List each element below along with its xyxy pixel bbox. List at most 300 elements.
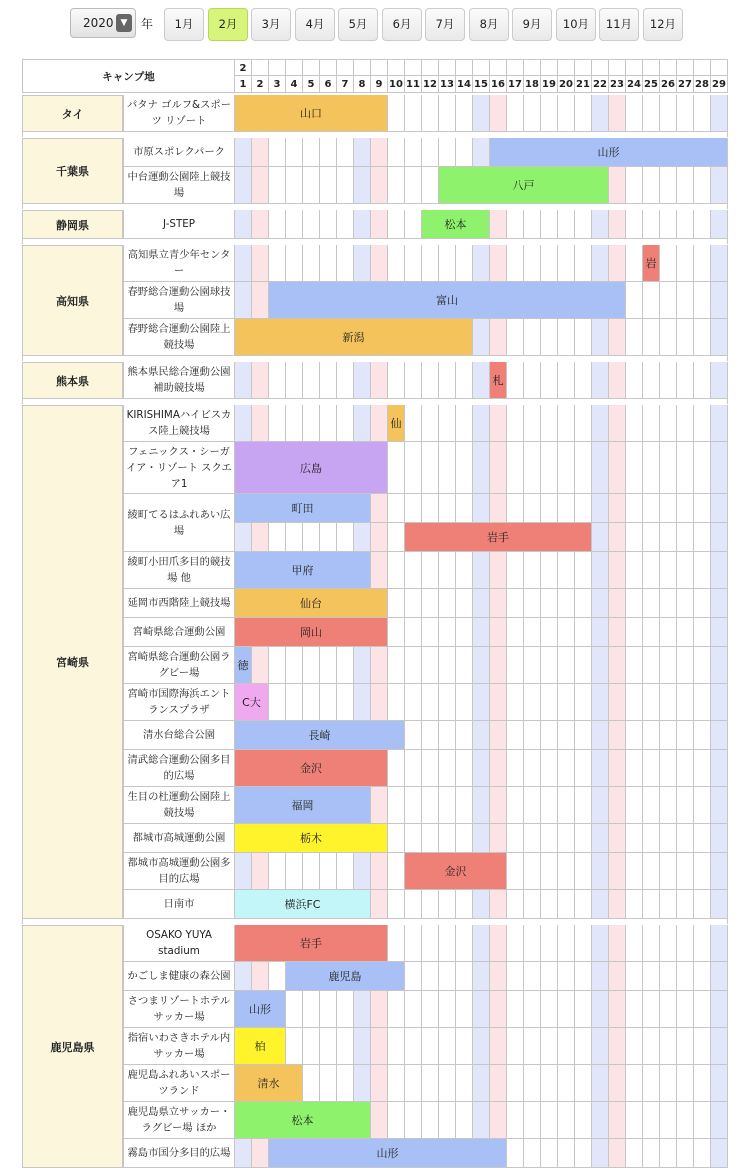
day-cell	[677, 442, 694, 494]
day-cell	[677, 721, 694, 750]
day-cell	[575, 210, 592, 239]
day-cell	[592, 684, 609, 721]
day-cell	[320, 167, 337, 204]
day-cell	[711, 962, 728, 991]
venue-name: 市原スポレクパーク	[123, 138, 235, 167]
header-day-blank	[507, 59, 524, 76]
day-cell	[388, 684, 405, 721]
day-cell	[507, 890, 524, 919]
day-header-17: 17	[507, 76, 524, 93]
day-cell	[660, 95, 677, 132]
day-cell	[507, 787, 524, 824]
camp-bar[interactable]: 松本	[235, 1102, 371, 1139]
day-cell	[592, 442, 609, 494]
day-cell	[609, 442, 626, 494]
day-cell	[575, 647, 592, 684]
day-cell	[609, 245, 626, 282]
region-label: 熊本県	[22, 362, 123, 399]
day-cell	[303, 245, 320, 282]
day-cell	[405, 721, 422, 750]
day-cell	[388, 523, 405, 552]
day-cell	[490, 787, 507, 824]
day-header-2: 2	[252, 76, 269, 93]
day-cell	[422, 991, 439, 1028]
day-header-25: 25	[643, 76, 660, 93]
day-header-10: 10	[388, 76, 405, 93]
day-cell	[643, 589, 660, 618]
day-cell	[337, 647, 354, 684]
header-day-blank	[405, 59, 422, 76]
day-header-6: 6	[320, 76, 337, 93]
day-cell	[473, 362, 490, 399]
day-cell	[609, 684, 626, 721]
day-cell	[711, 618, 728, 647]
day-header-29: 29	[711, 76, 728, 93]
header-day-blank	[592, 59, 609, 76]
day-cell	[592, 925, 609, 962]
tab-month-10[interactable]: 10月	[556, 8, 596, 41]
day-cell	[422, 494, 439, 523]
venue-name: 延岡市西階陸上競技場	[123, 589, 235, 618]
day-cell	[643, 1065, 660, 1102]
day-cell	[524, 962, 541, 991]
camp-bar[interactable]: 山形	[235, 991, 286, 1028]
day-cell	[320, 245, 337, 282]
day-cell	[609, 750, 626, 787]
day-cell	[694, 890, 711, 919]
day-header-27: 27	[677, 76, 694, 93]
day-cell	[643, 647, 660, 684]
day-cell	[422, 1028, 439, 1065]
day-cell	[320, 362, 337, 399]
day-header-24: 24	[626, 76, 643, 93]
camp-bar[interactable]: 栃木	[235, 824, 388, 853]
venue-name: かごしま健康の森公園	[123, 962, 235, 991]
day-header-16: 16	[490, 76, 507, 93]
camp-bar[interactable]: 山形	[269, 1139, 507, 1168]
day-cell	[507, 962, 524, 991]
day-cell	[660, 925, 677, 962]
venue-name: J-STEP	[123, 210, 235, 239]
camp-bar[interactable]: 福岡	[235, 787, 371, 824]
day-cell	[405, 647, 422, 684]
camp-bar[interactable]: 仙	[388, 405, 405, 442]
day-cell	[694, 494, 711, 523]
day-cell	[473, 1028, 490, 1065]
day-cell	[694, 684, 711, 721]
day-cell	[286, 245, 303, 282]
day-cell	[711, 853, 728, 890]
day-cell	[609, 925, 626, 962]
day-cell	[626, 991, 643, 1028]
day-cell	[524, 95, 541, 132]
camp-bar[interactable]: 金沢	[235, 750, 388, 787]
day-cell	[490, 210, 507, 239]
day-cell	[507, 647, 524, 684]
day-cell	[320, 853, 337, 890]
day-cell	[371, 552, 388, 589]
venue-name: 鹿児島ふれあいスポーツランド	[123, 1065, 235, 1102]
day-cell	[388, 1028, 405, 1065]
header-day-blank	[354, 59, 371, 76]
day-cell	[711, 167, 728, 204]
day-cell	[473, 494, 490, 523]
day-cell	[660, 167, 677, 204]
day-cell	[337, 210, 354, 239]
day-cell	[422, 442, 439, 494]
day-cell	[558, 618, 575, 647]
camp-bar[interactable]: 鹿児島	[286, 962, 405, 991]
day-cell	[592, 647, 609, 684]
day-cell	[439, 991, 456, 1028]
day-cell	[677, 1065, 694, 1102]
day-cell	[694, 824, 711, 853]
tab-month-7[interactable]: 7月	[425, 8, 465, 41]
header-day-blank	[524, 59, 541, 76]
day-cell	[660, 684, 677, 721]
day-cell	[422, 1065, 439, 1102]
day-cell	[507, 405, 524, 442]
day-cell	[711, 405, 728, 442]
day-cell	[609, 405, 626, 442]
day-cell	[439, 925, 456, 962]
camp-bar[interactable]: 柏	[235, 1028, 286, 1065]
day-cell	[235, 523, 252, 552]
day-cell	[456, 962, 473, 991]
day-cell	[524, 1139, 541, 1168]
day-cell	[303, 1028, 320, 1065]
day-cell	[303, 167, 320, 204]
day-cell	[371, 890, 388, 919]
day-cell	[456, 494, 473, 523]
day-cell	[592, 1139, 609, 1168]
day-cell	[490, 319, 507, 356]
day-cell	[609, 1065, 626, 1102]
day-cell	[354, 1065, 371, 1102]
venue-name: 日南市	[123, 890, 235, 919]
day-cell	[524, 362, 541, 399]
day-cell	[303, 1065, 320, 1102]
day-cell	[388, 750, 405, 787]
day-cell	[575, 618, 592, 647]
day-cell	[660, 245, 677, 282]
tab-month-1[interactable]: 1月	[164, 8, 204, 41]
day-cell	[677, 684, 694, 721]
day-cell	[592, 721, 609, 750]
day-cell	[592, 245, 609, 282]
day-cell	[456, 991, 473, 1028]
camp-bar[interactable]: 山形	[490, 138, 728, 167]
day-cell	[626, 589, 643, 618]
day-cell	[303, 647, 320, 684]
day-cell	[575, 1139, 592, 1168]
day-cell	[388, 890, 405, 919]
day-cell	[490, 618, 507, 647]
day-cell	[626, 824, 643, 853]
day-header-15: 15	[473, 76, 490, 93]
venue-name: 鹿児島県立サッカー・ラグビー場 ほか	[123, 1102, 235, 1139]
camp-bar[interactable]: 清水	[235, 1065, 303, 1102]
day-cell	[473, 319, 490, 356]
day-cell	[643, 890, 660, 919]
day-cell	[711, 925, 728, 962]
day-cell	[626, 362, 643, 399]
tab-month-8[interactable]: 8月	[469, 8, 509, 41]
day-cell	[592, 962, 609, 991]
day-cell	[388, 853, 405, 890]
day-cell	[473, 721, 490, 750]
day-cell	[439, 95, 456, 132]
day-cell	[269, 684, 286, 721]
day-cell	[286, 1028, 303, 1065]
day-cell	[541, 552, 558, 589]
venue-name: 綾町てるはふれあい広場	[123, 494, 235, 552]
day-cell	[286, 684, 303, 721]
camp-bar[interactable]: C大	[235, 684, 269, 721]
camp-bar[interactable]: 仙台	[235, 589, 388, 618]
day-cell	[252, 245, 269, 282]
day-cell	[626, 721, 643, 750]
camp-bar[interactable]: 新潟	[235, 319, 473, 356]
day-cell	[269, 405, 286, 442]
day-cell	[507, 319, 524, 356]
header-day-blank	[252, 59, 269, 76]
day-cell	[541, 1028, 558, 1065]
day-cell	[694, 523, 711, 552]
day-cell	[405, 95, 422, 132]
day-cell	[422, 95, 439, 132]
day-cell	[711, 319, 728, 356]
day-cell	[694, 991, 711, 1028]
day-cell	[405, 138, 422, 167]
day-cell	[473, 618, 490, 647]
day-cell	[405, 245, 422, 282]
camp-bar[interactable]: 岩	[643, 245, 660, 282]
camp-bar[interactable]: 徳	[235, 647, 252, 684]
day-cell	[660, 853, 677, 890]
header-day-blank	[269, 59, 286, 76]
day-cell	[490, 721, 507, 750]
day-cell	[575, 853, 592, 890]
day-cell	[354, 405, 371, 442]
day-cell	[320, 405, 337, 442]
camp-bar[interactable]: 山口	[235, 95, 388, 132]
day-cell	[609, 362, 626, 399]
day-cell	[660, 647, 677, 684]
day-cell	[252, 405, 269, 442]
header-day-blank	[337, 59, 354, 76]
tab-month-3[interactable]: 3月	[251, 8, 291, 41]
day-cell	[388, 167, 405, 204]
day-cell	[643, 684, 660, 721]
day-cell	[303, 210, 320, 239]
header-day-blank	[677, 59, 694, 76]
day-cell	[660, 618, 677, 647]
day-cell	[643, 167, 660, 204]
day-cell	[558, 405, 575, 442]
tab-month-2[interactable]: 2月	[208, 8, 248, 41]
camp-bar[interactable]: 広島	[235, 442, 388, 494]
day-cell	[507, 589, 524, 618]
day-cell	[388, 618, 405, 647]
day-cell	[541, 494, 558, 523]
day-cell	[609, 1139, 626, 1168]
day-cell	[456, 1028, 473, 1065]
day-cell	[541, 618, 558, 647]
day-cell	[439, 494, 456, 523]
camp-bar[interactable]: 町田	[235, 494, 371, 523]
day-cell	[320, 138, 337, 167]
day-cell	[558, 750, 575, 787]
day-cell	[643, 991, 660, 1028]
day-cell	[524, 552, 541, 589]
day-cell	[626, 1139, 643, 1168]
day-cell	[524, 618, 541, 647]
day-cell	[354, 1028, 371, 1065]
day-cell	[575, 824, 592, 853]
day-cell	[371, 991, 388, 1028]
day-cell	[660, 962, 677, 991]
header-day-blank	[490, 59, 507, 76]
day-cell	[677, 405, 694, 442]
day-cell	[252, 138, 269, 167]
venue-name: 霧島市国分多目的広場	[123, 1139, 235, 1168]
day-cell	[558, 210, 575, 239]
header-day-blank	[660, 59, 677, 76]
day-cell	[439, 787, 456, 824]
column-header-camp-site: キャンプ地	[22, 59, 235, 93]
tab-month-11[interactable]: 11月	[599, 8, 639, 41]
day-cell	[320, 684, 337, 721]
day-cell	[439, 1102, 456, 1139]
day-cell	[524, 245, 541, 282]
header-day-blank	[456, 59, 473, 76]
camp-bar[interactable]: 長崎	[235, 721, 405, 750]
day-cell	[541, 589, 558, 618]
day-cell	[507, 1139, 524, 1168]
day-cell	[558, 925, 575, 962]
day-cell	[592, 95, 609, 132]
camp-bar[interactable]: 岩手	[235, 925, 388, 962]
day-cell	[609, 552, 626, 589]
day-cell	[558, 1139, 575, 1168]
day-cell	[405, 552, 422, 589]
day-cell	[609, 890, 626, 919]
day-cell	[660, 494, 677, 523]
day-cell	[456, 684, 473, 721]
day-cell	[575, 890, 592, 919]
day-cell	[609, 853, 626, 890]
day-cell	[524, 991, 541, 1028]
tab-month-12[interactable]: 12月	[643, 8, 683, 41]
day-header-11: 11	[405, 76, 422, 93]
day-cell	[320, 991, 337, 1028]
day-cell	[439, 245, 456, 282]
day-cell	[507, 750, 524, 787]
day-cell	[371, 494, 388, 523]
day-cell	[456, 824, 473, 853]
day-cell	[388, 494, 405, 523]
header-day-blank	[320, 59, 337, 76]
day-cell	[558, 890, 575, 919]
day-cell	[677, 618, 694, 647]
day-cell	[456, 95, 473, 132]
day-cell	[660, 890, 677, 919]
day-cell	[694, 962, 711, 991]
day-cell	[473, 991, 490, 1028]
day-cell	[490, 962, 507, 991]
day-cell	[371, 1102, 388, 1139]
day-cell	[235, 362, 252, 399]
day-cell	[490, 95, 507, 132]
day-cell	[677, 750, 694, 787]
year-value: 2020	[83, 16, 114, 30]
day-cell	[422, 245, 439, 282]
header-day-blank	[439, 59, 456, 76]
tab-month-5[interactable]: 5月	[338, 8, 378, 41]
day-cell	[456, 618, 473, 647]
day-cell	[439, 1065, 456, 1102]
day-cell	[269, 647, 286, 684]
day-cell	[575, 552, 592, 589]
day-cell	[643, 552, 660, 589]
day-header-5: 5	[303, 76, 320, 93]
day-cell	[303, 684, 320, 721]
camp-bar[interactable]: 札	[490, 362, 507, 399]
day-cell	[473, 824, 490, 853]
day-cell	[677, 1102, 694, 1139]
camp-bar[interactable]: 八戸	[439, 167, 609, 204]
tab-month-4[interactable]: 4月	[295, 8, 335, 41]
day-cell	[371, 684, 388, 721]
day-cell	[337, 1028, 354, 1065]
day-cell	[354, 523, 371, 552]
camp-bar[interactable]: 横浜FC	[235, 890, 371, 919]
camp-bar[interactable]: 岩手	[405, 523, 592, 552]
tab-month-6[interactable]: 6月	[382, 8, 422, 41]
day-cell	[643, 95, 660, 132]
day-header-7: 7	[337, 76, 354, 93]
day-cell	[473, 925, 490, 962]
camp-bar[interactable]: 松本	[422, 210, 490, 239]
day-cell	[490, 494, 507, 523]
day-cell	[558, 721, 575, 750]
camp-bar[interactable]: 金沢	[405, 853, 507, 890]
day-cell	[286, 138, 303, 167]
day-cell	[626, 210, 643, 239]
day-cell	[252, 523, 269, 552]
day-cell	[490, 552, 507, 589]
camp-bar[interactable]: 岡山	[235, 618, 388, 647]
day-cell	[371, 647, 388, 684]
camp-bar[interactable]: 甲府	[235, 552, 371, 589]
day-cell	[626, 684, 643, 721]
day-cell	[507, 494, 524, 523]
day-cell	[490, 1065, 507, 1102]
tab-month-9[interactable]: 9月	[512, 8, 552, 41]
day-cell	[694, 853, 711, 890]
day-cell	[558, 991, 575, 1028]
day-cell	[592, 991, 609, 1028]
day-cell	[660, 589, 677, 618]
day-cell	[405, 991, 422, 1028]
camp-bar[interactable]: 富山	[269, 282, 626, 319]
day-cell	[286, 523, 303, 552]
day-cell	[609, 319, 626, 356]
day-cell	[405, 362, 422, 399]
day-cell	[439, 647, 456, 684]
day-cell	[541, 721, 558, 750]
